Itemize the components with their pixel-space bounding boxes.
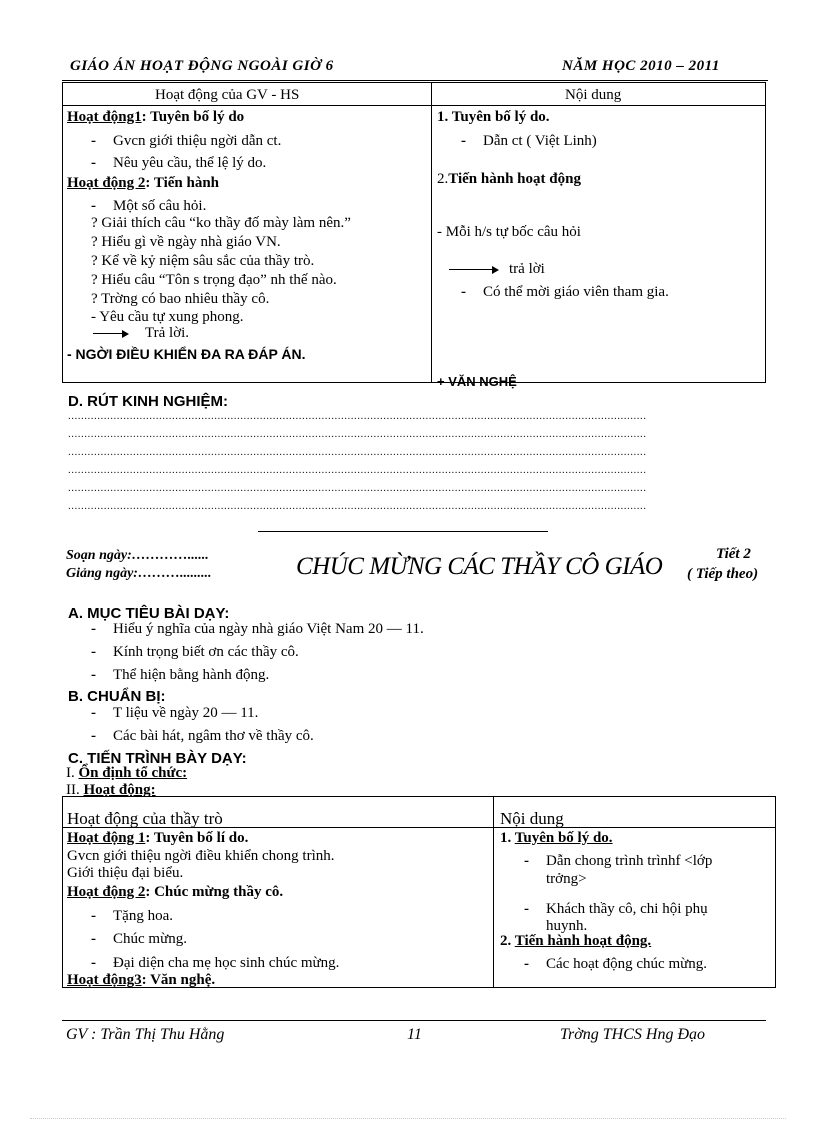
- table-2-head-right: Nội dung: [500, 809, 564, 828]
- dotted-line: ..................................................................................................................................................................................: [68, 464, 647, 476]
- table-1: [62, 82, 766, 389]
- list-item: - Tặng hoa.: [113, 908, 173, 925]
- list-item: - Chúc mừng.: [113, 931, 187, 948]
- lesson-title: CHÚC MỪNG CÁC THẦY CÔ GIÁO: [296, 553, 663, 580]
- section-c-title: C. TIẾN TRÌNH BÀY DẠY:: [68, 750, 247, 767]
- list-item: - Đại diện cha mẹ học sinh chúc mừng.: [113, 955, 339, 972]
- dotted-line: ..................................................................................................................................................................................: [68, 428, 647, 440]
- header-rule: [62, 80, 768, 81]
- lesson-continued: ( Tiếp theo): [687, 566, 759, 582]
- question-line: ? Giải thích câu “ko thầy đố mày làm nên.”: [91, 215, 351, 231]
- list-item: - T liệu về ngày 20 — 11.: [113, 705, 258, 722]
- activity-1-heading: Hoạt động 1: Tuyên bố lí do.: [67, 830, 249, 846]
- footer-rule: [62, 1020, 766, 1021]
- list-item: - Dẫn ct ( Việt Linh): [483, 133, 597, 150]
- table-1-head-left: Hoạt động của GV - HS: [155, 87, 300, 103]
- table-2-divider: [493, 797, 494, 987]
- dotted-line: ..................................................................................................................................................................................: [68, 500, 647, 512]
- question-line: ? Hiểu câu “Tôn s trọng đạo” nh thế nào.: [91, 272, 337, 288]
- list-item: - Có thể mời giáo viên tham gia.: [483, 284, 669, 301]
- content-line: Gvcn giới thiệu ngời điều khiển chong trình.: [67, 848, 335, 864]
- content-line: 2.Tiến hành hoạt động: [437, 171, 581, 187]
- table-2: [62, 796, 776, 988]
- list-item: - Thể hiện bằng hành động.: [113, 667, 269, 684]
- section-b-title: B. CHUẨN BỊ:: [68, 688, 166, 705]
- content-line: trả lời: [509, 261, 545, 277]
- answer-line: Trả lời.: [145, 325, 190, 341]
- dotted-line: ..................................................................................................................................................................................: [68, 446, 647, 458]
- content-line: + VĂN NGHỆ: [437, 374, 517, 389]
- content-line: - Mỗi h/s tự bốc câu hỏi: [437, 224, 581, 240]
- section-c-item-1: I. Ổn định tổ chức:: [66, 765, 188, 781]
- table-1-head-right: Nội dung: [565, 87, 622, 103]
- footer-school: Trờng THCS Hng Đạo: [560, 1026, 706, 1043]
- activity-1-heading: Hoạt động1: Tuyên bố lý do: [67, 109, 245, 125]
- page-bottom-edge: [30, 1118, 786, 1119]
- content-line: 1. Tuyên bố lý do.: [437, 109, 550, 125]
- section-c-item-2: II. Hoạt động:: [66, 782, 156, 798]
- list-item: - Gvcn giới thiệu ngời dẫn ct.: [113, 133, 281, 150]
- activity-2-heading: Hoạt động 2: Tiến hành: [67, 175, 220, 191]
- header-left: GIÁO ÁN HOẠT ĐỘNG NGOÀI GIỜ 6: [70, 58, 334, 74]
- arrow-icon: [93, 333, 127, 334]
- content-line: huynh.: [546, 918, 588, 934]
- section-d-title: D. RÚT KINH NGHIỆM:: [68, 393, 228, 410]
- question-line: ? Hiểu gì về ngày nhà giáo VN.: [91, 234, 281, 250]
- content-line: Giới thiệu đại biểu.: [67, 865, 184, 881]
- section-a-title: A. MỤC TIÊU BÀI DẠY:: [68, 605, 230, 622]
- activity-2-heading: Hoạt động 2: Chúc mừng thầy cô.: [67, 884, 284, 900]
- list-item: - Các hoạt động chúc mừng.: [546, 956, 707, 973]
- table-1-header-rule: [63, 105, 765, 106]
- table-2-head-left: Hoạt động của thầy trò: [67, 809, 223, 828]
- content-line: 1. Tuyên bố lý do.: [500, 830, 613, 846]
- list-item: - Hiểu ý nghĩa của ngày nhà giáo Việt Nam 20 — 11.: [113, 621, 424, 638]
- list-item: - Kính trọng biết ơn các thầy cô.: [113, 644, 299, 661]
- giang-ngay: Giảng ngày:……….........: [66, 566, 212, 581]
- list-item: - Nêu yêu cầu, thể lệ lý do.: [113, 155, 266, 172]
- lesson-period: Tiết 2: [716, 546, 751, 562]
- table-1-divider: [431, 83, 432, 382]
- content-line: 2. Tiến hành hoạt động.: [500, 933, 652, 949]
- question-line: - Yêu cầu tự xung phong.: [91, 309, 244, 325]
- list-item: - Một số câu hỏi.: [113, 198, 206, 215]
- separator: [258, 531, 548, 532]
- dotted-line: ..................................................................................................................................................................................: [68, 410, 647, 422]
- leader-note: - NGỜI ĐIỀU KHIỂN ĐA RA ĐÁP ÁN.: [67, 346, 306, 362]
- list-item: - Khách thầy cô, chi hội phụ: [546, 901, 708, 918]
- content-line: trởng>: [546, 871, 587, 887]
- header-right: NĂM HỌC 2010 – 2011: [562, 58, 720, 74]
- question-line: ? Kể về kỷ niệm sâu sắc của thầy trò.: [91, 253, 315, 269]
- footer-teacher: GV : Trần Thị Thu Hằng: [66, 1026, 225, 1043]
- arrow-icon: [449, 269, 497, 270]
- footer-page-number: 11: [407, 1026, 422, 1043]
- question-line: ? Trờng có bao nhiêu thầy cô.: [91, 291, 270, 307]
- dotted-line: ..................................................................................................................................................................................: [68, 482, 647, 494]
- list-item: - Dẫn chong trình trìnhf <lớp: [546, 853, 712, 870]
- soan-ngay: Soạn ngày:…………......: [66, 548, 209, 563]
- activity-3-heading: Hoạt động3: Văn nghệ.: [67, 972, 216, 988]
- list-item: - Các bài hát, ngâm thơ về thầy cô.: [113, 728, 314, 745]
